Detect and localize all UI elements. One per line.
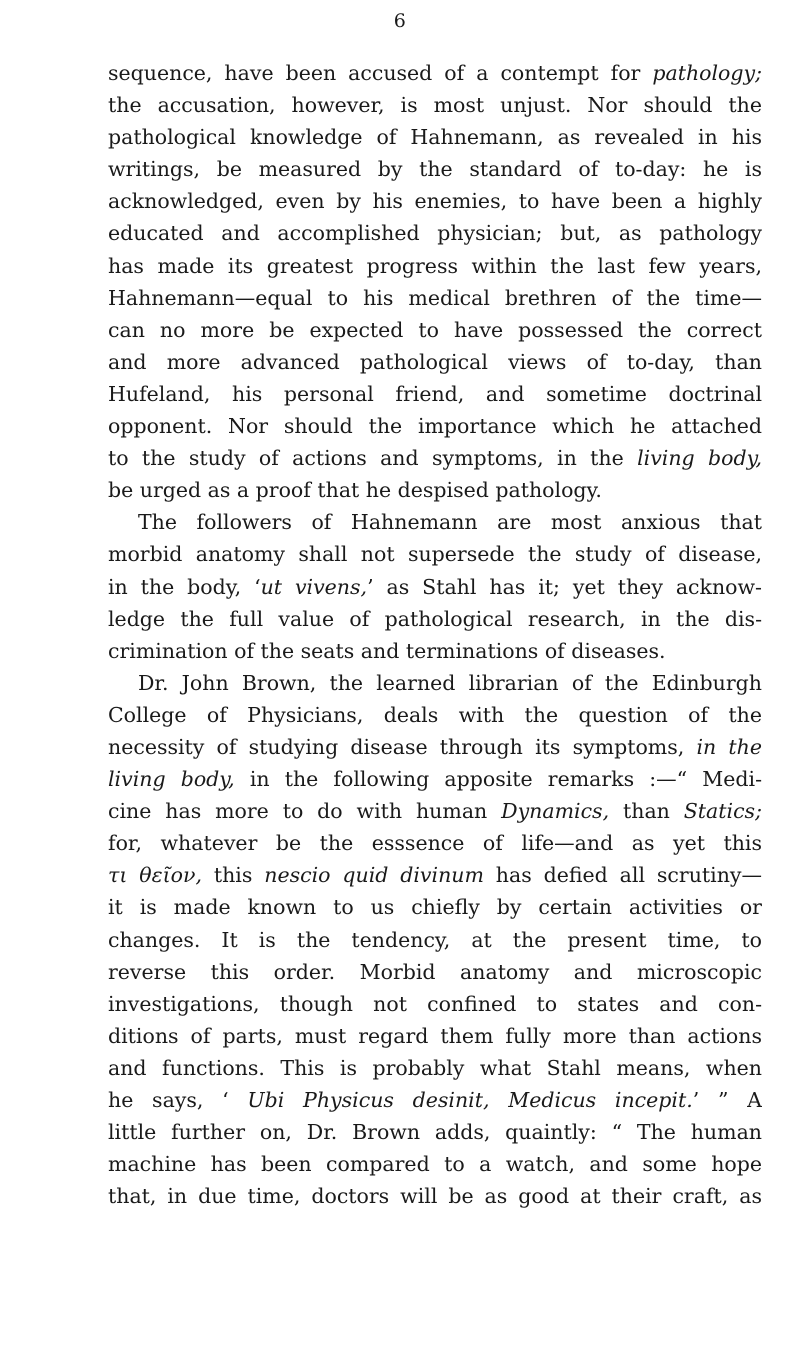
text-line (108, 667, 762, 699)
text-segment: has defied all scrutiny— (483, 863, 762, 888)
text-segment: little further on, Dr. Brown adds, quaintly: “ The human (108, 1120, 762, 1145)
text-line (108, 1116, 762, 1148)
text-line (108, 635, 762, 667)
text-segment: investigations, though not confined to states and con- (108, 991, 762, 1016)
text-line (108, 827, 762, 859)
italic-text: τι θεῖον, (108, 863, 202, 888)
text-segment: the accusation, however, is most unjust. Nor should the (108, 93, 762, 118)
text-segment: Dr. John Brown, the learned librarian of the Edinburgh (138, 670, 762, 695)
text-line (108, 121, 762, 153)
text-line (108, 891, 762, 923)
text-line (108, 1180, 762, 1212)
text-line (108, 1020, 762, 1052)
text-line (108, 571, 762, 603)
text-line (108, 474, 762, 506)
text-segment: machine has been compared to a watch, and some hope (108, 1152, 762, 1177)
text-line (108, 795, 762, 827)
text-segment: sequence, have been accused of a contempt for (108, 61, 653, 85)
text-segment: and functions. This is probably what Stahl means, when (108, 1055, 762, 1080)
text-segment: acknowledged, even by his enemies, to have been a highly (108, 189, 762, 214)
text-segment: than (609, 799, 684, 824)
italic-text: Dynamics, (501, 799, 610, 824)
italic-text: living body, (108, 767, 235, 792)
italic-text: ut vivens, (260, 574, 368, 599)
text-segment: ledge the full value of pathological research, in the dis- (108, 606, 762, 631)
text-segment: and more advanced pathological views of to-day, than (108, 349, 762, 374)
text-segment: College of Physicians, deals with the question of the (108, 702, 762, 727)
text-segment: ’ as Stahl has it; yet they acknow- (367, 574, 762, 599)
text-line (108, 346, 762, 378)
text-line (108, 410, 762, 442)
text-line (108, 924, 762, 956)
text-segment: this (201, 863, 265, 888)
text-segment: he says, ‘ (108, 1088, 248, 1112)
text-line (108, 988, 762, 1020)
text-line (108, 603, 762, 635)
text-line (108, 250, 762, 282)
text-line (108, 89, 762, 121)
text-line (108, 217, 762, 249)
text-line (108, 699, 762, 731)
body-text (108, 57, 762, 1212)
text-segment: cine has more to do with human (108, 799, 502, 824)
text-segment: necessity of studying disease through its symptoms, (108, 734, 697, 759)
text-line (108, 1148, 762, 1180)
text-segment: it is made known to us chiefly by certain activities or (108, 895, 762, 920)
text-segment: ditions of parts, must regard them fully more than actions (108, 1023, 762, 1048)
page-number: 6 (393, 10, 407, 32)
text-segment: pathological knowledge of Hahnemann, as revealed in his (108, 125, 762, 150)
text-line (108, 57, 762, 89)
text-line (108, 956, 762, 988)
italic-text: living body, (637, 446, 762, 471)
text-segment: be urged as a proof that he despised pathology. (108, 478, 602, 503)
text-line (108, 153, 762, 185)
text-segment: Hufeland, his personal friend, and sometime doctrinal (108, 381, 762, 406)
italic-text: pathology; (652, 61, 762, 85)
italic-text: nescio quid divinum (264, 863, 484, 888)
text-segment: for, whatever be the esssence of life—and as yet this (108, 831, 762, 856)
text-line (108, 506, 762, 538)
text-segment: crimination of the seats and terminations of diseases. (108, 638, 666, 663)
text-line (108, 1052, 762, 1084)
text-line (108, 185, 762, 217)
text-segment: reverse this order. Morbid anatomy and microscopic (108, 959, 762, 984)
text-line (108, 378, 762, 410)
text-segment: morbid anatomy shall not supersede the study of disease, (108, 542, 762, 567)
text-segment: in the following apposite remarks :—“ Medi- (234, 767, 762, 792)
text-line (108, 859, 762, 891)
text-segment: opponent. Nor should the importance which he attached (108, 414, 762, 439)
text-segment: that, in due time, doctors will be as good at their craft, as (108, 1184, 762, 1209)
text-line (108, 1084, 762, 1116)
text-segment: has made its greatest progress within the last few years, (108, 253, 762, 278)
text-line (108, 731, 762, 763)
text-segment: in the body, ‘ (108, 574, 261, 599)
text-line (108, 442, 762, 474)
italic-text: in the (696, 734, 762, 759)
text-line (108, 282, 762, 314)
italic-text: Statics; (683, 799, 762, 824)
text-line (108, 314, 762, 346)
text-segment: The followers of Hahnemann are most anxious that (138, 510, 762, 535)
text-line (108, 538, 762, 570)
text-segment: writings, be measured by the standard of to-day: he is (108, 157, 762, 182)
text-segment: can no more be expected to have possessed the correct (108, 317, 762, 342)
text-segment: educated and accomplished physician; but, as pathology (108, 221, 762, 246)
text-segment: to the study of actions and symptoms, in the (108, 446, 638, 471)
text-segment: Hahnemann—equal to his medical brethren of the time— (108, 285, 762, 310)
italic-text: Ubi Physicus desinit, Medicus incepit. (247, 1088, 693, 1112)
text-line (108, 763, 762, 795)
text-segment: ’ ” A (692, 1088, 762, 1112)
text-segment: changes. It is the tendency, at the present time, to (108, 927, 762, 952)
